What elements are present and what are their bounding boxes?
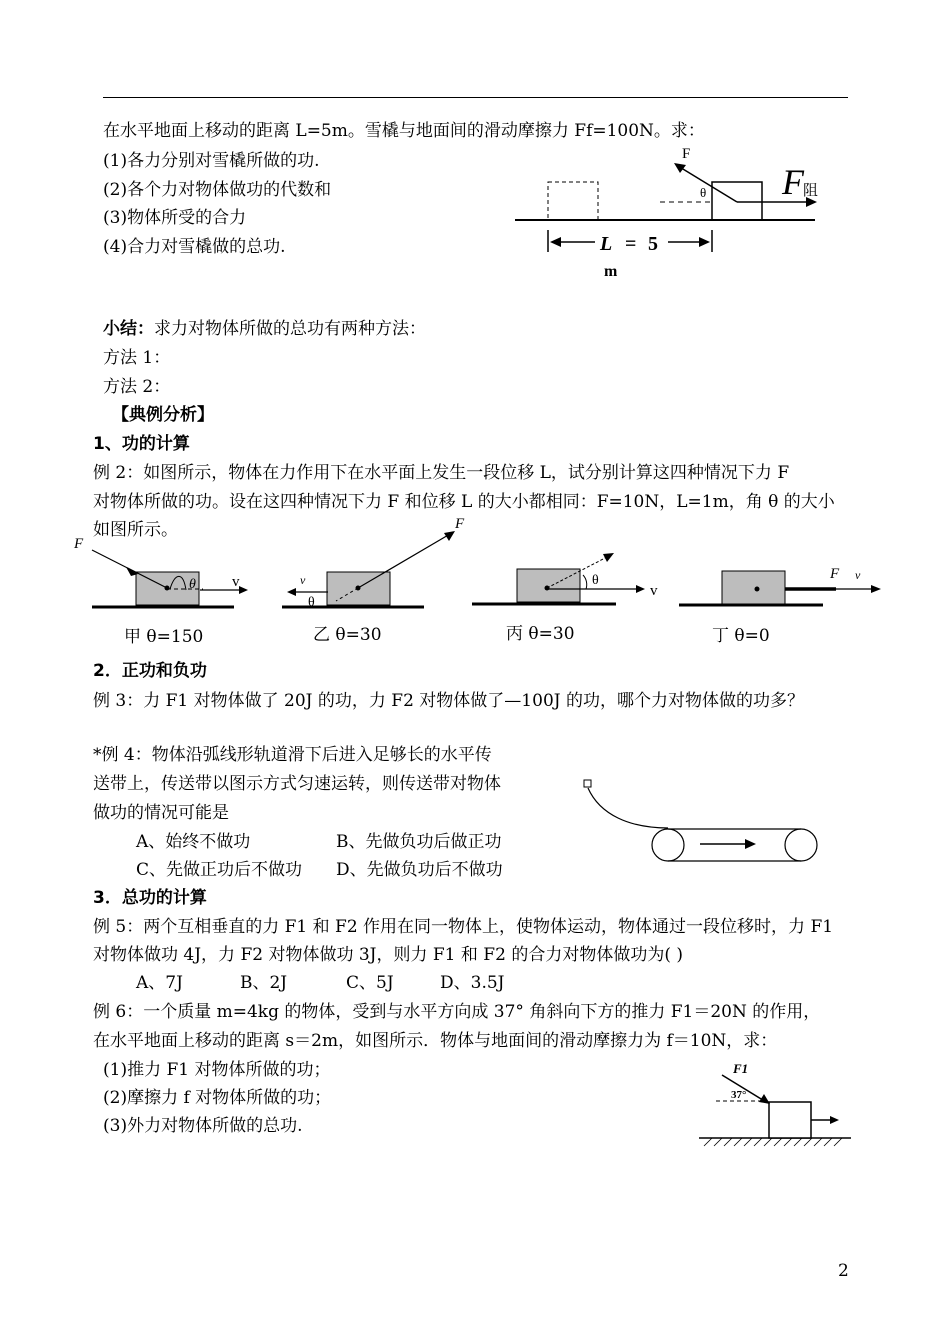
case-d-F: F bbox=[830, 566, 840, 582]
question-3: (3)物体所受的合力 bbox=[103, 208, 247, 228]
case-c bbox=[472, 553, 658, 604]
ex2-line-1: 例 2：如图所示，物体在力作用下在水平面上发生一段位移 L，试分别计算这四种情况下力 F bbox=[93, 463, 790, 483]
conveyor-figure bbox=[578, 775, 828, 870]
ex6-line-1: 例 6：一个质量 m=4kg 的物体，受到与水平方向成 37° 角斜向下方的推力 F1＝20N 的作用， bbox=[93, 1002, 821, 1022]
case-d-v: v bbox=[855, 568, 861, 582]
dim-right-arrowhead bbox=[699, 237, 710, 247]
case-b-v-arrowhead bbox=[287, 588, 296, 596]
f1-label: F1 bbox=[733, 1061, 749, 1076]
ex2-line-3: 如图所示。 bbox=[93, 520, 178, 540]
method-1: 方法 1： bbox=[103, 348, 171, 368]
typical-heading: 【典例分析】 bbox=[112, 405, 214, 425]
belt-direction-arrowhead bbox=[745, 839, 756, 849]
case-d-caption: 丁 θ=0 bbox=[712, 626, 770, 646]
dim-L: L bbox=[600, 233, 613, 255]
block bbox=[769, 1102, 811, 1138]
case-a bbox=[73, 536, 248, 607]
ex5-line-2: 对物体做功 4J，力 F2 对物体做功 3J，则力 F1 和 F2 的合力对物体做功为( ) bbox=[93, 945, 683, 965]
summary-text: 求力对物体所做的总功有两种方法： bbox=[154, 319, 426, 339]
dim-5: 5 bbox=[648, 233, 658, 255]
ex6-line-2: 在水平地面上移动的距离 s＝2m，如图所示．物体与地面间的滑动摩擦力为 f＝10N，求： bbox=[93, 1031, 778, 1051]
method-2: 方法 2： bbox=[103, 377, 171, 397]
case-c-v-arrowhead bbox=[636, 585, 645, 593]
case-b-dot bbox=[356, 586, 361, 591]
intro-line: 在水平地面上移动的距离 L=5m。雪橇与地面间的滑动摩擦力 Ff=100N。求： bbox=[103, 121, 705, 141]
page-number: 2 bbox=[838, 1261, 849, 1281]
ex6-question-3: (3)外力对物体所做的总功. bbox=[103, 1116, 303, 1136]
ex4-option-b: B、先做负功后做正功 bbox=[336, 832, 502, 852]
arc-track bbox=[588, 788, 668, 828]
start-box bbox=[548, 182, 598, 220]
ex4-line-2: 送带上，传送带以图示方式匀速运转，则传送带对物体 bbox=[93, 774, 501, 794]
push-force-figure bbox=[695, 1060, 855, 1150]
ground-hatching bbox=[704, 1138, 842, 1146]
ex2-line-2: 对物体所做的功。设在这四种情况下力 F 和位移 L 的大小都相同：F=10N，L=1m，角 θ 的大小 bbox=[93, 492, 835, 512]
ex5-option-d: D、3.5J bbox=[440, 973, 505, 993]
section-1-heading: 1、功的计算 bbox=[93, 434, 190, 454]
ex4-option-c: C、先做正功后不做功 bbox=[136, 860, 303, 880]
case-c-theta: θ bbox=[592, 573, 599, 588]
case-a-force-arrow bbox=[92, 550, 167, 588]
start-block bbox=[584, 780, 591, 787]
ex4-line-3: 做功的情况可能是 bbox=[93, 803, 229, 823]
ex6-question-2: (2)摩擦力 f 对物体所做的功； bbox=[103, 1088, 332, 1108]
case-b bbox=[282, 516, 465, 610]
case-b-force-arrow bbox=[358, 534, 450, 588]
ex4-line-1: *例 4：物体沿弧线形轨道滑下后进入足够长的水平传 bbox=[93, 745, 492, 765]
case-c-v: v bbox=[650, 583, 658, 599]
dim-eq: = bbox=[625, 233, 637, 255]
dim-left-arrowhead bbox=[550, 237, 561, 247]
sled-figure bbox=[505, 135, 835, 285]
ex3-text: 例 3：力 F1 对物体做了 20J 的功，力 F2 对物体做了—100J 的功，哪个力对物体做的功多？ bbox=[93, 691, 804, 711]
motion-arrowhead bbox=[830, 1116, 839, 1124]
summary-label: 小结： bbox=[103, 319, 154, 339]
question-2: (2)各个力对物体做功的代数和 bbox=[103, 180, 332, 200]
case-a-F: F bbox=[74, 536, 84, 552]
case-c-caption: 丙 θ=30 bbox=[506, 624, 575, 644]
ex5-option-b: B、2J bbox=[240, 973, 288, 993]
case-a-dot bbox=[165, 586, 170, 591]
case-c-block bbox=[517, 569, 580, 602]
section-3-heading: 3．总功的计算 bbox=[93, 888, 207, 908]
question-1: (1)各力分别对雪橇所做的功. bbox=[103, 151, 320, 171]
case-d bbox=[679, 566, 881, 605]
section-2-heading: 2．正功和负功 bbox=[93, 661, 207, 681]
case-a-theta: θ bbox=[189, 577, 196, 592]
header-rule bbox=[103, 97, 848, 98]
force-arrowhead bbox=[674, 163, 686, 173]
ex5-line-1: 例 5：两个互相垂直的力 F1 和 F2 作用在同一物体上，使物体运动，物体通过一段位移时，力 F1 bbox=[93, 917, 834, 937]
case-c-angle-arc bbox=[583, 575, 587, 589]
case-a-v: v bbox=[232, 574, 240, 590]
theta-label: θ bbox=[700, 185, 707, 200]
ex4-option-d: D、先做负功后不做功 bbox=[336, 860, 503, 880]
case-a-v-arrowhead bbox=[239, 586, 248, 594]
case-d-block bbox=[722, 571, 785, 604]
question-4: (4)合力对雪橇做的总功. bbox=[103, 237, 286, 257]
left-roller bbox=[652, 829, 684, 861]
ex5-option-c: C、5J bbox=[346, 973, 394, 993]
friction-subscript: 阻 bbox=[803, 183, 819, 199]
case-d-dot bbox=[755, 587, 760, 592]
friction-force-label: F bbox=[782, 162, 804, 202]
case-b-theta: θ bbox=[308, 595, 315, 610]
case-b-caption: 乙 θ=30 bbox=[313, 625, 382, 645]
dim-m: m bbox=[604, 263, 618, 280]
force-arrow bbox=[678, 166, 737, 202]
summary-line bbox=[103, 319, 426, 339]
ex5-option-a: A、7J bbox=[136, 973, 183, 993]
case-d-v-arrowhead bbox=[871, 585, 881, 593]
ex4-option-a: A、始终不做功 bbox=[136, 832, 251, 852]
case-a-caption: 甲 θ=150 bbox=[124, 627, 204, 647]
case-b-v: v bbox=[300, 573, 306, 587]
right-roller bbox=[785, 829, 817, 861]
angle-label: 37° bbox=[731, 1089, 747, 1101]
case-c-force-arrowhead bbox=[603, 553, 614, 562]
force-label: F bbox=[682, 146, 691, 162]
case-b-F: F bbox=[455, 516, 465, 532]
ex6-question-1: (1)推力 F1 对物体所做的功； bbox=[103, 1060, 331, 1080]
sled-box bbox=[712, 182, 762, 220]
